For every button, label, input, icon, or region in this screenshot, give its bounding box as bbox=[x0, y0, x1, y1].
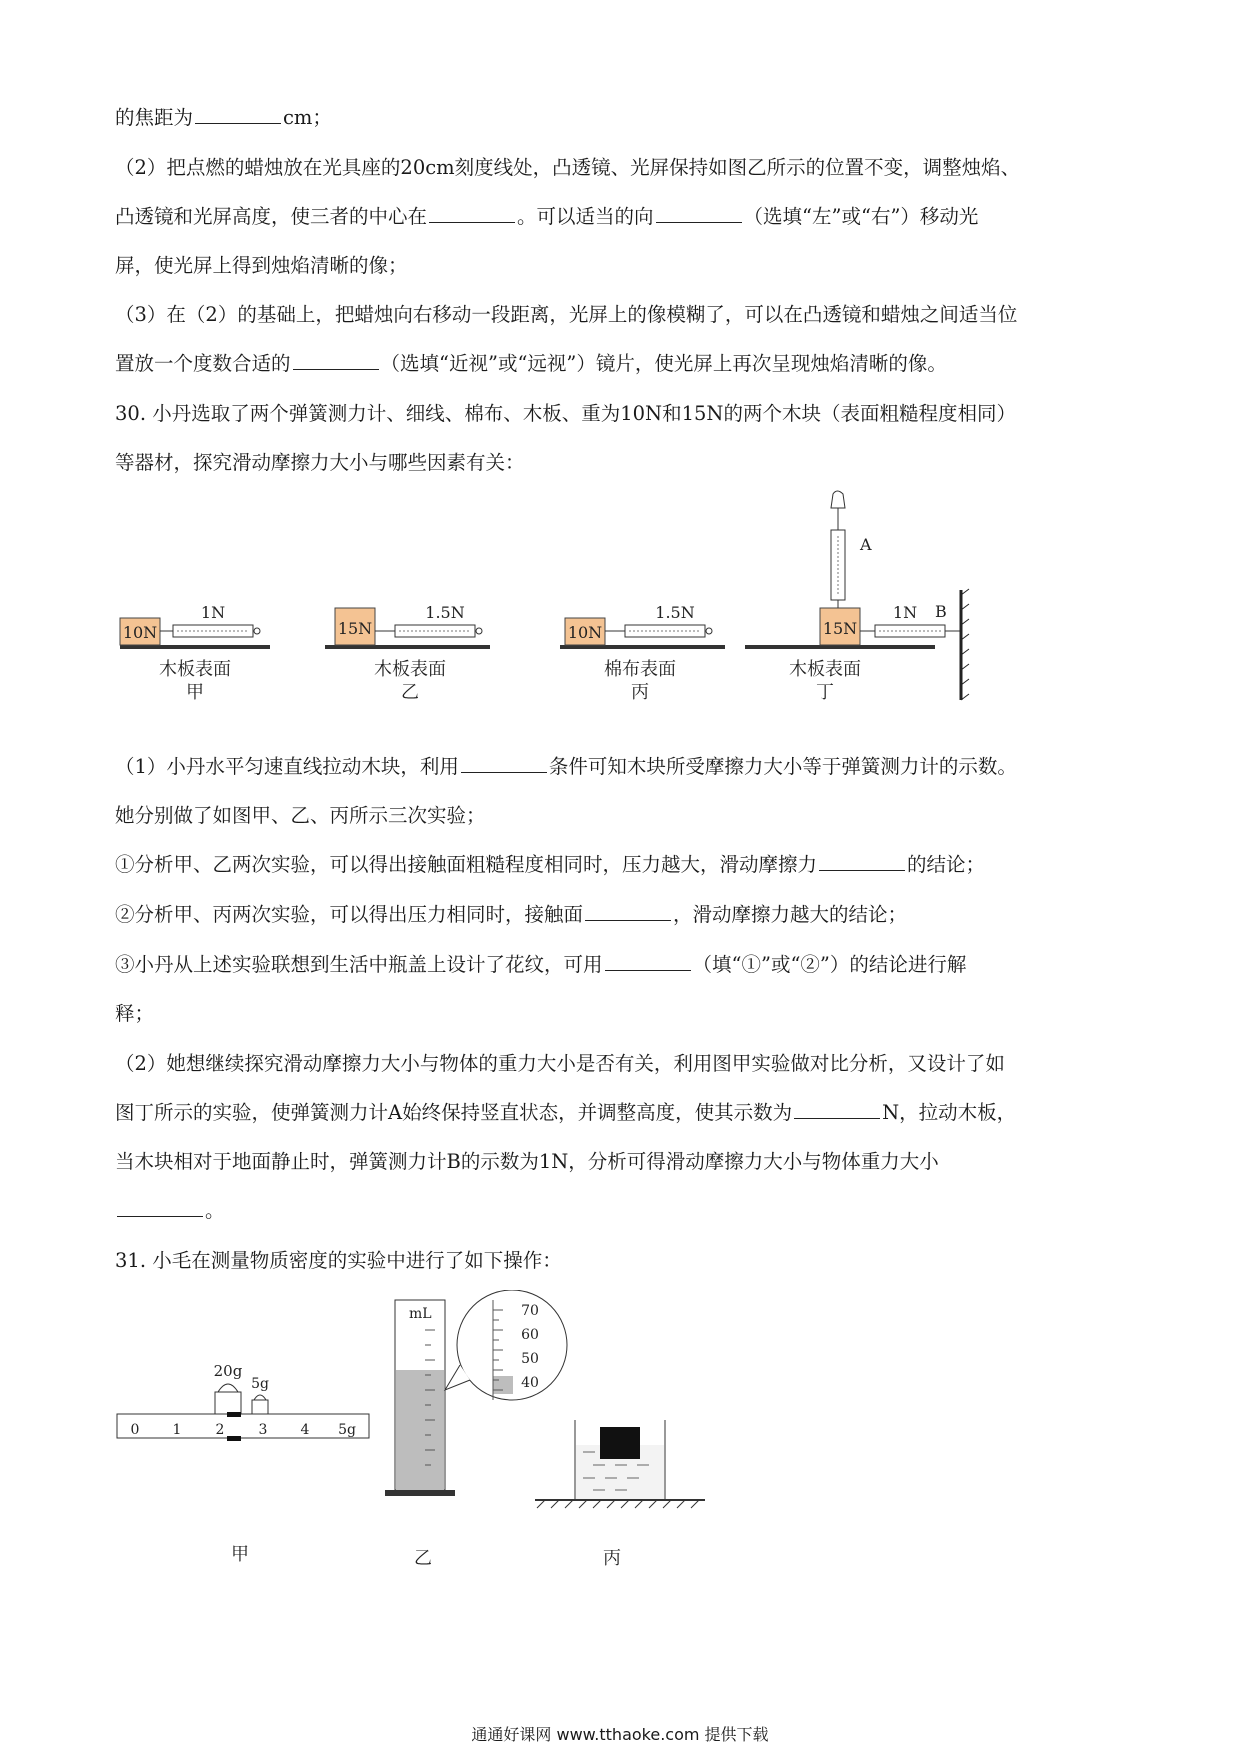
surface-label: 棉布表面 bbox=[604, 659, 676, 680]
q30-part2-line-3: 当木块相对于地面静止时，弹簧测力计B的示数为1N，分析可得滑动摩擦力大小与物体重力大小 bbox=[115, 1150, 939, 1173]
wood-board bbox=[120, 645, 270, 649]
figure-label: 甲 bbox=[231, 1544, 249, 1565]
q29-line-2: （2）把点燃的蜡烛放在光具座的20cm刻度线处，凸透镜、光屏保持如图乙所示的位置不变，调整烛焰、 bbox=[115, 156, 1021, 179]
cylinder-base bbox=[385, 1490, 455, 1496]
label-a: A bbox=[860, 535, 872, 554]
q30-part2-line-4: 。 bbox=[115, 1198, 225, 1224]
tick-label: 5g bbox=[338, 1422, 356, 1438]
answer-blank bbox=[195, 105, 281, 124]
force-label: 1N bbox=[892, 603, 918, 622]
liquid bbox=[396, 1370, 444, 1490]
q30-part1-line-5: ③小丹从上述实验联想到生活中瓶盖上设计了花纹，可用 （填“①”或“②”）的结论进行解 bbox=[115, 953, 967, 976]
scale-label: 60 bbox=[521, 1327, 539, 1343]
scale-label: 50 bbox=[521, 1351, 539, 1367]
scale-ring bbox=[706, 628, 712, 634]
tick-label: 2 bbox=[215, 1422, 225, 1438]
answer-blank bbox=[429, 204, 515, 223]
label-b: B bbox=[935, 602, 947, 621]
force-label: 1.5N bbox=[425, 603, 465, 622]
q30-part1-line-3: ①分析甲、乙两次实验，可以得出接触面粗糙程度相同时，压力越大，滑动摩擦力 的结论； bbox=[115, 853, 986, 876]
block-label: 15N bbox=[337, 619, 373, 638]
figure-label: 甲 bbox=[186, 682, 204, 703]
q30-part1-line-6: 释； bbox=[115, 1002, 155, 1025]
tick-label: 0 bbox=[130, 1422, 140, 1438]
beaker bbox=[535, 1420, 705, 1569]
hand-icon bbox=[831, 491, 845, 508]
answer-blank bbox=[585, 902, 671, 921]
surface-label: 木板表面 bbox=[374, 659, 446, 680]
weight-knob bbox=[218, 1384, 238, 1392]
q30-line-1: 30. 小丹选取了两个弹簧测力计、细线、棉布、木板、重为10N和15N的两个木块（表面粗糙程度相同） bbox=[115, 402, 1016, 425]
figure-label: 丙 bbox=[631, 682, 649, 703]
q30-line-2: 等器材，探究滑动摩擦力大小与哪些因素有关： bbox=[115, 451, 525, 474]
weight-label-5g: 5g bbox=[251, 1376, 269, 1392]
scale-ring bbox=[254, 628, 260, 634]
q30-part2-line-1: （2）她想继续探究滑动摩擦力大小与物体的重力大小是否有关，利用图甲实验做对比分析，又设计了如 bbox=[115, 1052, 1005, 1075]
tick-label: 4 bbox=[300, 1422, 310, 1438]
q30-part1-line-4: ②分析甲、丙两次实验，可以得出压力相同时，接触面 ，滑动摩擦力越大的结论； bbox=[115, 903, 908, 926]
force-label: 1N bbox=[200, 603, 226, 622]
q31-line-1: 31. 小毛在测量物质密度的实验中进行了如下操作： bbox=[115, 1249, 562, 1272]
q29-line-3: 凸透镜和光屏高度，使三者的中心在 。可以适当的向 （选填“左”或“右”）移动光 bbox=[115, 205, 979, 228]
answer-blank bbox=[605, 952, 691, 971]
q30-part2-line-2: 图丁所示的实验，使弹簧测力计A始终保持竖直状态，并调整高度，使其示数为 N，拉动木板， bbox=[115, 1101, 1017, 1124]
scale-label: 40 bbox=[521, 1375, 539, 1391]
figure-label: 乙 bbox=[414, 1548, 432, 1569]
weight-5g bbox=[252, 1400, 268, 1414]
q29-line-6: 置放一个度数合适的 （选填“近视”或“远视”）镜片，使光屏上再次呈现烛焰清晰的像。 bbox=[115, 352, 947, 375]
answer-blank bbox=[461, 754, 547, 773]
cotton-board bbox=[560, 645, 725, 649]
figure-label: 丁 bbox=[816, 682, 834, 703]
scale-ring bbox=[476, 628, 482, 634]
measuring-cylinder bbox=[385, 1290, 567, 1569]
ground-hatching bbox=[537, 1500, 699, 1508]
block-label: 15N bbox=[822, 619, 858, 638]
rider bbox=[227, 1436, 241, 1441]
surface-label: 木板表面 bbox=[159, 659, 231, 680]
answer-blank bbox=[293, 351, 379, 370]
q30-part1-line-2: 她分别做了如图甲、乙、丙所示三次实验； bbox=[115, 804, 486, 827]
answer-blank bbox=[819, 852, 905, 871]
answer-blank bbox=[794, 1100, 880, 1119]
q29-line-4: 屏，使光屏上得到烛焰清晰的像； bbox=[115, 254, 408, 277]
figure-label: 乙 bbox=[401, 682, 419, 703]
liquid-level bbox=[493, 1376, 513, 1394]
answer-blank bbox=[656, 204, 742, 223]
page-footer: 通通好课网 www.tthaoke.com 提供下载 bbox=[471, 1725, 769, 1744]
q29-line-1: 的焦距为 cm； bbox=[115, 106, 332, 129]
beam-scale bbox=[117, 1414, 369, 1438]
setup-yi bbox=[325, 603, 490, 703]
weight-20g bbox=[215, 1392, 241, 1414]
force-label: 1.5N bbox=[655, 603, 695, 622]
block-label: 10N bbox=[567, 623, 603, 642]
surface-label: 木板表面 bbox=[789, 659, 861, 680]
tick-label: 1 bbox=[172, 1422, 182, 1438]
weight-label-20g: 20g bbox=[213, 1362, 243, 1380]
q30-part1-line-1: （1）小丹水平匀速直线拉动木块，利用 条件可知木块所受摩擦力大小等于弹簧测力计的示数。 bbox=[115, 755, 1017, 778]
figure-label: 丙 bbox=[603, 1548, 621, 1569]
balance-beam bbox=[117, 1362, 369, 1565]
wood-board bbox=[325, 645, 490, 649]
answer-blank bbox=[117, 1198, 203, 1217]
wood-board bbox=[745, 645, 935, 649]
scale-label: 70 bbox=[521, 1303, 539, 1319]
block-label: 10N bbox=[122, 623, 158, 642]
floating-block bbox=[600, 1427, 640, 1459]
friction-experiment-figure bbox=[105, 490, 1005, 735]
setup-jia bbox=[120, 603, 270, 703]
weight-knob bbox=[254, 1395, 266, 1400]
setup-ding bbox=[745, 491, 969, 703]
spring-scale-b bbox=[875, 625, 945, 637]
tick-label: 3 bbox=[258, 1422, 268, 1438]
q29-line-5: （3）在（2）的基础上，把蜡烛向右移动一段距离，光屏上的像模糊了，可以在凸透镜和蜡烛之间适当位 bbox=[115, 303, 1018, 326]
rider bbox=[227, 1412, 241, 1417]
density-experiment-figure bbox=[105, 1290, 805, 1580]
unit-label: mL bbox=[409, 1306, 432, 1322]
setup-bing bbox=[560, 603, 725, 703]
